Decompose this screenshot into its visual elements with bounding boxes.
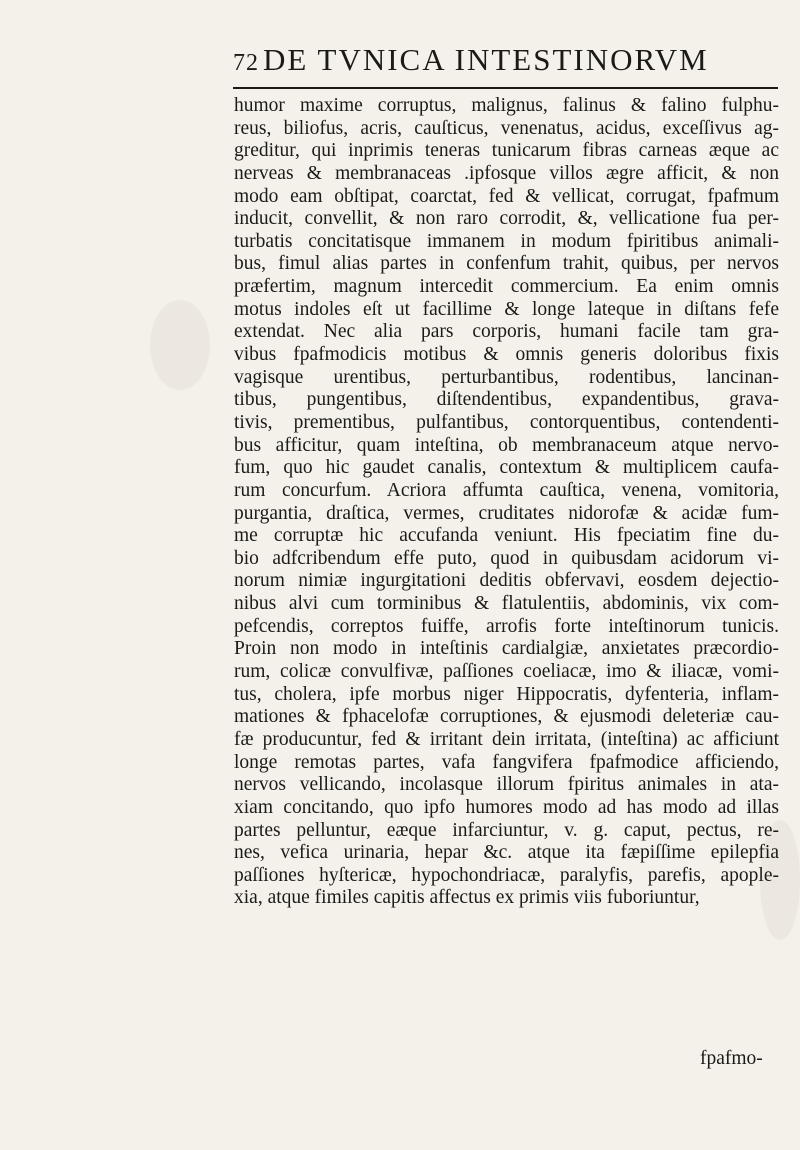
text-line: rum concurfum. Acriora affumta cauſtica, venena, vomitoria, [234, 479, 779, 501]
text-line: nerveas & membranaceas .ipfosque villos ægre afficit, & non [234, 162, 779, 184]
text-line: extendat. Nec alia pars corporis, humani facile tam gra- [234, 321, 779, 343]
text-line: longe remotas partes, vafa fangvifera fpafmodice afficiendo, [234, 751, 779, 773]
text-line: inducit, convellit, & non raro corrodit, &, vellicatione fua per- [234, 208, 779, 230]
text-line: nervos vellicando, incolasque illorum fpiritus animales in ata- [234, 774, 779, 796]
text-line: bus, fimul alias partes in confenfum trahit, quibus, per nervos [234, 253, 779, 275]
text-line: fæ producuntur, fed & irritant dein irritata, (inteſtina) ac afficiunt [234, 728, 779, 750]
running-head: DE TVNICA INTESTINORVM [263, 42, 709, 77]
text-line: tibus, pungentibus, diſtendentibus, expandentibus, grava- [234, 389, 779, 411]
page-number: 72 [233, 50, 259, 76]
text-line: purgantia, draſtica, vermes, cruditates nidorofæ & acidæ fum- [234, 502, 779, 524]
text-line: greditur, qui inprimis teneras tunicarum fibras carneas æque ac [234, 140, 779, 162]
text-line: nes, vefica urinaria, hepar &c. atque ita fæpiſſime epilepfia [234, 842, 779, 864]
text-line: fum, quo hic gaudet canalis, contextum & multiplicem caufa- [234, 457, 779, 479]
text-line: Proin non modo in inteſtinis cardialgiæ, anxietates præcordio- [234, 638, 779, 660]
text-line: norum nimiæ ingurgitationi deditis obfervavi, eosdem dejectio- [234, 570, 779, 592]
text-line: vagisque urentibus, perturbantibus, rodentibus, lancinan- [234, 366, 779, 388]
text-line: me corruptæ hic accufanda veniunt. His fpeciatim fine du- [234, 525, 779, 547]
text-line: bus afficitur, quam inteſtina, ob membranaceum atque nervo- [234, 434, 779, 456]
text-line: præfertim, magnum intercedit commercium. Ea enim omnis [234, 276, 779, 298]
text-line: modo eam obſtipat, coarctat, fed & vellicat, corrugat, fpafmum [234, 185, 779, 207]
text-line: turbatis concitatisque immanem in modum fpiritibus animali- [234, 230, 779, 252]
body-text [234, 95, 779, 910]
text-line: pefcendis, correptos fuiffe, arrofis forte inteſtinorum tunicis. [234, 615, 779, 637]
text-line: partes pelluntur, eæque infarciuntur, v. g. caput, pectus, re- [234, 819, 779, 841]
paper-stain [150, 300, 210, 390]
text-line: mationes & fphacelofæ corruptiones, & ejusmodi deleteriæ cau- [234, 706, 779, 728]
catchword: fpafmo- [700, 1048, 763, 1069]
text-line: vibus fpafmodicis motibus & omnis generis doloribus fixis [234, 344, 779, 366]
header-rule [233, 87, 778, 89]
text-line: xia, atque fimiles capitis affectus ex primis viis fuboriuntur, [234, 887, 700, 909]
text-line: nibus alvi cum torminibus & flatulentiis, abdominis, vix com- [234, 593, 779, 615]
text-line: tus, cholera, ipfe morbus niger Hippocratis, dyfenteria, inflam- [234, 683, 779, 705]
text-line: tivis, prementibus, pulfantibus, contorquentibus, contendenti- [234, 411, 779, 433]
text-line: xiam concitando, quo ipfo humores modo ad has modo ad illas [234, 796, 779, 818]
text-line: rum, colicæ convulfivæ, paſſiones coeliacæ, imo & iliacæ, vomi- [234, 661, 779, 683]
text-line: motus indoles eſt ut facillime & longe lateque in diſtans fefe [234, 298, 779, 320]
text-line: bio adfcribendum effe puto, quod in quibusdam acidorum vi- [234, 547, 779, 569]
text-line: paſſiones hyſtericæ, hypochondriacæ, paralyfis, parefis, apople- [234, 864, 779, 886]
page-header [233, 40, 778, 90]
text-line: reus, biliofus, acris, cauſticus, venenatus, acidus, exceſſivus ag- [234, 117, 779, 139]
text-line: humor maxime corruptus, malignus, falinus & falino fulphu- [234, 95, 779, 116]
